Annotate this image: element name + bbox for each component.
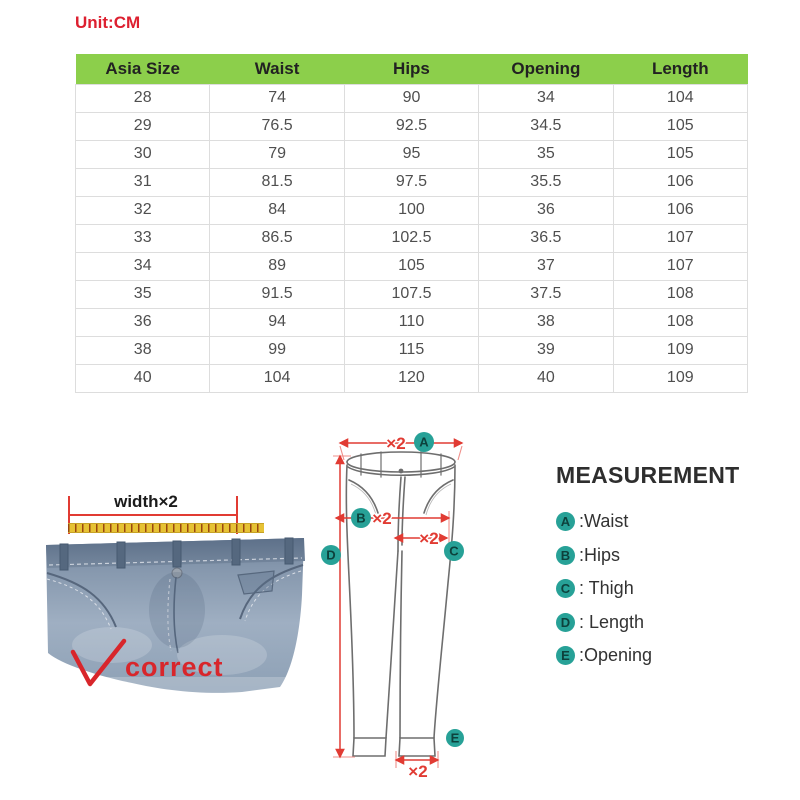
correct-label: correct xyxy=(125,652,224,682)
table-cell: 28 xyxy=(76,84,210,112)
table-row xyxy=(76,364,748,392)
legend-item-label: :Waist xyxy=(579,511,629,532)
legend-item xyxy=(556,505,786,539)
pants-outline xyxy=(346,452,455,756)
table-cell: 109 xyxy=(613,336,747,364)
legend-title: MEASUREMENT xyxy=(556,462,740,488)
table-row xyxy=(76,280,748,308)
legend-item-label: :Hips xyxy=(579,544,621,565)
table-cell: 107 xyxy=(613,252,747,280)
size-table xyxy=(75,54,748,393)
legend-marker-badge: B xyxy=(556,546,575,565)
table-cell: 107 xyxy=(613,224,747,252)
table-cell: 105 xyxy=(613,140,747,168)
legend-marker-badge: A xyxy=(556,512,575,531)
table-cell: 105 xyxy=(344,252,478,280)
legend-items xyxy=(556,505,786,673)
table-row xyxy=(76,168,748,196)
unit-label: Unit:CM xyxy=(75,13,141,32)
col-header-length: Length xyxy=(613,54,747,84)
table-header-row xyxy=(76,54,748,84)
table-cell: 120 xyxy=(344,364,478,392)
table-cell: 89 xyxy=(210,252,344,280)
correct-checkmark-icon xyxy=(70,638,128,690)
legend-item xyxy=(556,539,786,573)
table-row xyxy=(76,252,748,280)
table-cell: 107.5 xyxy=(344,280,478,308)
table-row xyxy=(76,112,748,140)
marker-d-badge xyxy=(321,545,341,565)
col-header-waist: Waist xyxy=(210,54,344,84)
table-cell: 94 xyxy=(210,308,344,336)
table-cell: 34 xyxy=(76,252,210,280)
legend-marker-badge: E xyxy=(556,646,575,665)
legend-item xyxy=(556,639,786,673)
marker-b-badge xyxy=(351,508,371,528)
legend-item-label: : Thigh xyxy=(579,578,634,599)
table-cell: 74 xyxy=(210,84,344,112)
waist-x2-label: ×2 xyxy=(386,434,406,453)
table-cell: 104 xyxy=(613,84,747,112)
dimension-line xyxy=(68,514,237,516)
marker-a-badge xyxy=(414,432,434,452)
table-cell: 108 xyxy=(613,280,747,308)
hips-x2-label: ×2 xyxy=(372,509,392,528)
table-cell: 40 xyxy=(479,364,613,392)
svg-text:E: E xyxy=(450,730,460,746)
measure-photo-block xyxy=(40,490,310,705)
pants-measurement-diagram xyxy=(303,423,483,788)
col-header-hips: Hips xyxy=(344,54,478,84)
measuring-tape-icon xyxy=(68,523,264,533)
table-cell: 37.5 xyxy=(479,280,613,308)
table-cell: 31 xyxy=(76,168,210,196)
table-cell: 92.5 xyxy=(344,112,478,140)
table-cell: 84 xyxy=(210,196,344,224)
table-cell: 29 xyxy=(76,112,210,140)
legend-marker-badge: D xyxy=(556,613,575,632)
svg-text:B: B xyxy=(356,510,366,526)
table-cell: 104 xyxy=(210,364,344,392)
legend-marker-badge: C xyxy=(556,579,575,598)
table-cell: 76.5 xyxy=(210,112,344,140)
svg-text:D: D xyxy=(326,547,336,563)
table-cell: 36.5 xyxy=(479,224,613,252)
table-row xyxy=(76,308,748,336)
table-cell: 35.5 xyxy=(479,168,613,196)
table-cell: 79 xyxy=(210,140,344,168)
opening-x2-label: ×2 xyxy=(408,762,428,781)
marker-e-badge xyxy=(446,729,464,747)
col-header-opening: Opening xyxy=(479,54,613,84)
svg-text:C: C xyxy=(449,543,459,559)
table-cell: 115 xyxy=(344,336,478,364)
size-table-body xyxy=(76,84,748,392)
diagram-markers xyxy=(321,432,464,747)
table-row xyxy=(76,84,748,112)
table-cell: 90 xyxy=(344,84,478,112)
table-cell: 110 xyxy=(344,308,478,336)
table-cell: 34 xyxy=(479,84,613,112)
legend-item xyxy=(556,572,786,606)
thigh-x2-label: ×2 xyxy=(419,529,439,548)
table-cell: 99 xyxy=(210,336,344,364)
table-row xyxy=(76,140,748,168)
table-cell: 36 xyxy=(479,196,613,224)
table-cell: 86.5 xyxy=(210,224,344,252)
table-cell: 38 xyxy=(76,336,210,364)
table-cell: 109 xyxy=(613,364,747,392)
marker-c-badge xyxy=(444,541,464,561)
table-cell: 35 xyxy=(76,280,210,308)
table-cell: 106 xyxy=(613,196,747,224)
table-cell: 34.5 xyxy=(479,112,613,140)
table-cell: 105 xyxy=(613,112,747,140)
table-cell: 97.5 xyxy=(344,168,478,196)
svg-text:A: A xyxy=(419,434,429,450)
table-cell: 38 xyxy=(479,308,613,336)
table-cell: 39 xyxy=(479,336,613,364)
table-cell: 32 xyxy=(76,196,210,224)
table-cell: 95 xyxy=(344,140,478,168)
table-row xyxy=(76,336,748,364)
table-cell: 40 xyxy=(76,364,210,392)
table-cell: 36 xyxy=(76,308,210,336)
width-x2-label: width×2 xyxy=(114,492,178,511)
table-cell: 91.5 xyxy=(210,280,344,308)
table-row xyxy=(76,224,748,252)
legend-item-label: : Length xyxy=(579,611,645,632)
table-cell: 102.5 xyxy=(344,224,478,252)
legend-item-label: :Opening xyxy=(579,645,653,666)
table-cell: 108 xyxy=(613,308,747,336)
measurement-legend xyxy=(556,462,786,673)
table-cell: 33 xyxy=(76,224,210,252)
table-cell: 37 xyxy=(479,252,613,280)
table-row xyxy=(76,196,748,224)
table-cell: 106 xyxy=(613,168,747,196)
table-cell: 30 xyxy=(76,140,210,168)
table-cell: 81.5 xyxy=(210,168,344,196)
col-header-asia-size: Asia Size xyxy=(76,54,210,84)
table-cell: 35 xyxy=(479,140,613,168)
table-cell: 100 xyxy=(344,196,478,224)
legend-item xyxy=(556,606,786,640)
